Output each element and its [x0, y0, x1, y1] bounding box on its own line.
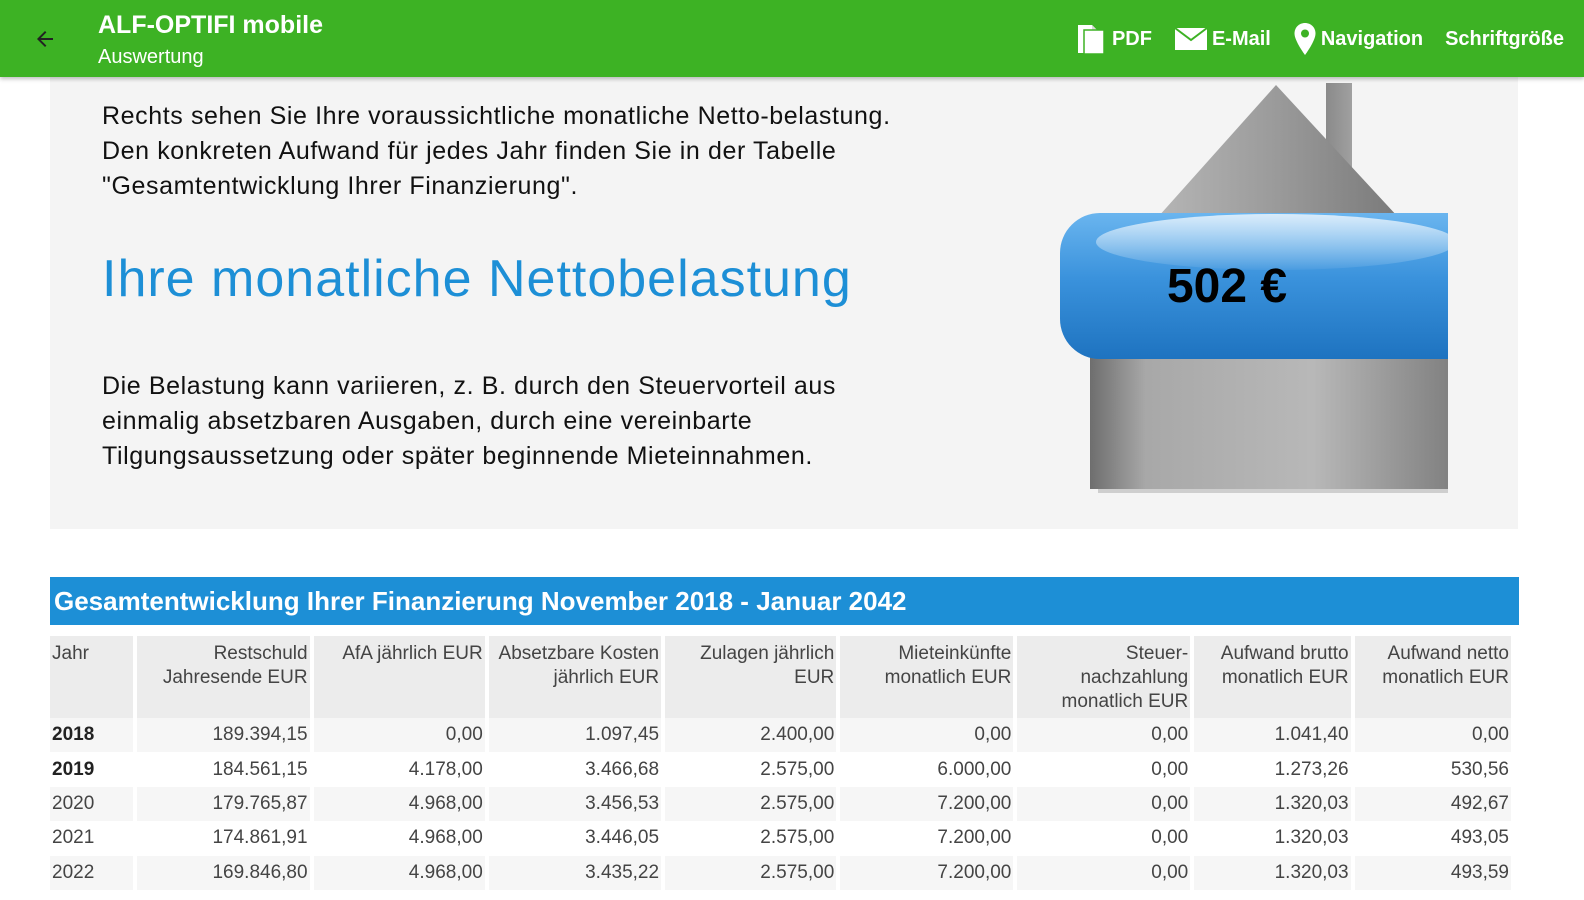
table-cell: 530,56: [1450, 758, 1509, 780]
table-cell: 174.861,91: [212, 827, 308, 849]
table-cell: 0,00: [314, 718, 485, 752]
table-cell: 1.320,03: [1274, 827, 1349, 849]
table-cell: 0,00: [1017, 787, 1190, 821]
table-row: [50, 821, 1511, 855]
navigation-button[interactable]: [1293, 22, 1423, 56]
intro-text: Rechts sehen Sie Ihre voraussichtliche monatliche Netto-belastung. Den konkreten Aufwand für jedes Jahr finden Sie in der Tabelle "Gesamtentwicklung Ihrer Finanzierung".: [102, 102, 891, 200]
table-cell: 189.394,15: [137, 718, 309, 752]
table-cell: 2.575,00: [665, 856, 836, 890]
table-cell: 0,00: [1151, 827, 1189, 849]
table-cell: 169.846,80: [137, 856, 309, 890]
column-header: Zulagen jährlich EUR: [665, 636, 836, 718]
table-cell: 4.968,00: [408, 827, 483, 849]
net-burden-heading: Ihre monatliche Nettobelastung: [102, 250, 852, 308]
table-cell: 0,00: [840, 718, 1013, 752]
mail-icon: [1174, 26, 1208, 52]
font-size-label: Schriftgröße: [1445, 27, 1564, 50]
table-row: [50, 787, 1511, 821]
table-cell: 1.273,26: [1274, 758, 1349, 780]
table-cell: 184.561,15: [212, 758, 308, 780]
table-cell: 179.765,87: [137, 787, 309, 821]
table-cell: 2021: [52, 827, 95, 849]
back-button[interactable]: [28, 22, 62, 56]
column-header: Mieteinkünfte monatlich EUR: [840, 636, 1013, 718]
table-cell: 1.320,03: [1194, 787, 1350, 821]
table-row: [50, 856, 1511, 890]
table-cell: 0,00: [1151, 758, 1189, 780]
email-button[interactable]: [1174, 26, 1271, 52]
table-cell: 493,59: [1355, 856, 1511, 890]
back-arrow-icon: [33, 27, 57, 51]
navigation-label: Navigation: [1320, 27, 1424, 50]
table-header-row: [50, 636, 1511, 718]
email-label: E-Mail: [1211, 27, 1271, 50]
app-bar: [0, 0, 1584, 77]
table-cell: 0,00: [1017, 718, 1190, 752]
table-cell: 7.200,00: [840, 787, 1013, 821]
pdf-label: PDF: [1111, 27, 1152, 50]
table-cell: 1.320,03: [1194, 856, 1350, 890]
table-cell: 1.041,40: [1194, 718, 1350, 752]
column-header: Aufwand brutto monatlich EUR: [1194, 636, 1350, 718]
column-header: Aufwand netto monatlich EUR: [1355, 636, 1511, 718]
table-cell: 1.097,45: [489, 718, 661, 752]
table-cell: 7.200,00: [840, 856, 1013, 890]
table-cell: 3.446,05: [585, 827, 660, 849]
table-cell: 3.456,53: [489, 787, 661, 821]
column-header: Jahr: [50, 636, 133, 718]
app-subtitle: Auswertung: [98, 46, 204, 68]
table-cell: 2020: [50, 787, 133, 821]
table-cell: 3.435,22: [489, 856, 661, 890]
table-cell: 2.575,00: [760, 758, 835, 780]
table-cell: 2018: [50, 718, 133, 752]
toolbar-actions: [1074, 20, 1564, 58]
column-header: Steuer-nachzahlung monatlich EUR: [1017, 636, 1190, 718]
table-cell: 492,67: [1355, 787, 1511, 821]
table-cell: 2.575,00: [760, 827, 835, 849]
summary-panel: [50, 77, 1518, 529]
variation-note: Die Belastung kann variieren, z. B. durch den Steuervorteil aus einmalig absetzbaren Ausgaben, durch eine vereinbarte Tilgungsaussetzung oder später beginnende Mieteinnahmen.: [102, 372, 837, 470]
title-block: [98, 10, 323, 70]
font-size-button[interactable]: [1445, 28, 1564, 51]
column-header: Absetzbare Kosten jährlich EUR: [489, 636, 661, 718]
table-row: [50, 718, 1511, 752]
table-cell: 2.575,00: [665, 787, 836, 821]
table-cell: 4.178,00: [408, 758, 483, 780]
table-cell: 493,05: [1450, 827, 1509, 849]
table-row: [50, 752, 1511, 786]
table-cell: 0,00: [1355, 718, 1511, 752]
map-pin-icon: [1293, 22, 1317, 56]
column-header: AfA jährlich EUR: [314, 636, 485, 718]
table-cell: 2019: [52, 758, 95, 780]
table-cell: 0,00: [1017, 856, 1190, 890]
pdf-icon: [1074, 22, 1108, 56]
column-header: Restschuld Jahresende EUR: [137, 636, 309, 718]
table-cell: 4.968,00: [314, 856, 485, 890]
table-cell: 2.400,00: [665, 718, 836, 752]
table-cell: 3.466,68: [585, 758, 660, 780]
table-cell: 2022: [50, 856, 133, 890]
table-cell: 7.200,00: [937, 827, 1012, 849]
table-cell: 6.000,00: [937, 758, 1012, 780]
monthly-amount: 502 €: [1166, 259, 1288, 313]
financing-table: [46, 636, 1515, 890]
app-title: ALF-OPTIFI mobile: [98, 11, 323, 39]
financing-table-title: Gesamtentwicklung Ihrer Finanzierung November 2018 - Januar 2042: [50, 577, 1519, 625]
pdf-button[interactable]: [1074, 22, 1152, 56]
table-cell: 4.968,00: [314, 787, 485, 821]
